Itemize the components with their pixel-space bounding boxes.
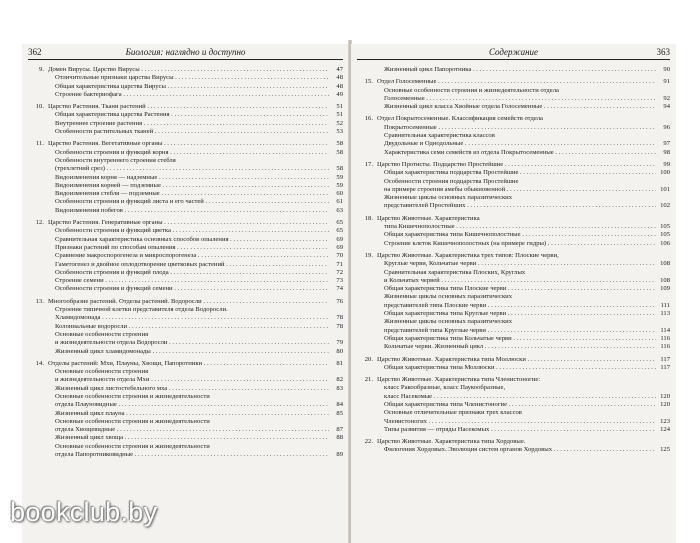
entry-page: 87 [336,426,343,434]
entry-page: 58 [336,148,343,156]
chapter-number: 14. [35,359,44,367]
toc-entry [28,157,343,165]
toc-entry [28,111,343,119]
entry-title: Многообразие растений. Отделы растений. Водоросли . . . [48,298,329,306]
toc-entry [357,409,670,417]
toc-entry [28,368,343,376]
entry-page: 120 [660,400,670,408]
entry-page: 73 [336,277,343,285]
entry-title: Жизненный цикл плауна . . . [55,410,329,418]
toc-entry [28,339,343,347]
entry-title: Видоизменения побегов . . . [55,207,329,215]
toc-chapter-entry [28,66,343,74]
entry-page: 125 [660,446,670,454]
toc-entry [357,169,670,177]
entry-title: Царство Животные. Характеристика [377,214,480,222]
toc-entry [28,285,343,293]
entry-page: 48 [336,82,343,90]
chapter-number: 21. [364,376,373,384]
entry-page: 98 [663,148,670,156]
toc-entry [357,186,670,194]
toc-entry [357,364,670,372]
entry-title: и жизнедеятельности отдела Водоросли . . . [55,339,329,347]
toc-entry [357,66,670,74]
watermark-logo: bookclub.by [10,497,158,527]
toc-entry [28,277,343,285]
entry-page: 85 [336,409,343,417]
entry-title: Жизненные циклы основных паразитических [384,194,513,202]
entry-title: класс Насекомые . . . [384,393,656,401]
toc-chapter-entry [28,140,343,148]
right-page-header [357,46,670,60]
toc-chapter-entry [357,356,670,364]
toc-chapter-entry [357,115,670,123]
entry-page: 117 [660,355,670,363]
entry-title: Жизненные циклы основных паразитических [384,293,513,301]
entry-title: Царство Животные. Характеристика типа Членистоногие: [377,376,541,384]
entry-page: 108 [660,276,670,284]
toc-entry [28,418,343,426]
entry-title: Особенности строения и функций корня . . . [55,149,329,157]
chapter-number: 19. [364,251,373,259]
toc-entry [28,261,343,269]
toc-entry [28,91,343,99]
toc-entry [357,202,670,210]
toc-entry [357,393,670,401]
entry-page: 51 [336,111,343,119]
toc-entry [28,120,343,128]
entry-title: Круглые черви, Кольчатые черви . . . [384,260,656,268]
entry-title: Покрытосеменные . . . [384,124,656,132]
entry-title: Отличительные признаки царства Вирусы . . . [55,74,329,82]
entry-page: 60 [336,190,343,198]
toc-entry [357,384,670,392]
right-page [351,44,676,543]
entry-title: Общая характеристика подцарства Простейшие . . . [384,169,656,177]
entry-page: 81 [336,359,343,367]
entry-title: Жизненные циклы основных паразитических [384,318,513,326]
entry-title: Видоизменения корней — подземные . . . [55,182,329,190]
entry-page: 65 [336,227,343,235]
toc-entry [28,227,343,235]
toc-chapter-entry [28,298,343,306]
entry-title: отдела Папоротниковидные . . . [55,451,329,459]
toc-entry [28,207,343,215]
toc-entry [357,240,670,248]
entry-page: 123 [660,417,670,425]
toc-entry [357,318,670,326]
entry-page: 76 [336,297,343,305]
entry-page: 111 [660,301,670,309]
chapter-number: 10. [35,103,44,111]
entry-title: Сравнительная характеристика Плоских, Круглых [384,268,526,276]
toc-entry [28,393,343,401]
toc-entry [28,149,343,157]
entry-title: Особенности строения и функций листа и его частей . . . [55,198,329,206]
entry-title: класс Ракообразные, класс Паукообразные, [384,384,506,392]
toc-entry [28,426,343,434]
left-page [22,44,349,543]
entry-page: 102 [660,202,670,210]
running-title: Биология: наглядно и доступно [125,47,246,57]
entry-title: Царство Протисты. Подцарство Простейшие . . . [377,161,656,169]
entry-page: 63 [336,206,343,214]
entry-page: 84 [336,401,343,409]
entry-page: 65 [336,219,343,227]
toc-left [28,66,343,459]
entry-page: 69 [336,243,343,251]
entry-page: 69 [336,235,343,243]
entry-page: 124 [660,425,670,433]
entry-title: Царство Животные. Характеристика трех типов: Плоские черви, [377,251,559,259]
entry-title: Гаметогенез и двойное оплодотворение цветковых растений . . . [55,261,329,269]
toc-chapter-entry [28,360,343,368]
entry-page: 105 [660,223,670,231]
chapter-number: 15. [364,78,373,86]
toc-entry [357,426,670,434]
entry-title: на примере строения амебы обыкновенной . . . [384,186,656,194]
toc-entry [357,103,670,111]
toc-entry [357,302,670,310]
entry-title: Общая характеристика типа Кольчатые черви . . . [384,335,656,343]
entry-title: Особенности внутреннего строения стебля [55,156,176,164]
entry-title: Особенности строения подцарства Простейшие [384,177,519,185]
toc-chapter-entry [357,78,670,86]
entry-title: отдела Плауновидные . . . [55,401,329,409]
toc-entry [28,244,343,252]
entry-page: 100 [660,169,670,177]
entry-title: Царство Животные. Характеристика типа Хордовые. [377,438,526,446]
entry-page: 116 [660,334,670,342]
entry-title: Хламидомонада . . . [55,314,329,322]
entry-title: и жизнедеятельности отдела Мхи . . . [55,376,329,384]
entry-title: Домен Вирусы. Царство Вирусы . . . [48,66,329,74]
entry-title: Царство Растения. Генеративные органы . . . [48,219,329,227]
entry-title: Жизненный цикл класса Хвойные отдела Голосеменные . . . [384,103,656,111]
toc-entry [28,331,343,339]
toc-entry [28,128,343,136]
entry-title: Особенности строения и функций плода . . . [55,269,329,277]
toc-entry [357,401,670,409]
chapter-number: 9. [39,66,44,73]
toc-entry [357,446,670,454]
entry-page: 92 [663,94,670,102]
chapter-number: 16. [364,115,373,123]
entry-page: 58 [336,165,343,173]
toc-entry [28,376,343,384]
entry-title: Филогения Хордовых. Эволюция систем органов Хордовых . . . [384,446,656,454]
entry-title: Основные особенности строения [55,330,149,338]
toc-chapter-entry [357,438,670,446]
entry-title: Основные особенности строения и жизнедеятельности [55,417,210,425]
toc-entry [357,293,670,301]
entry-page: 52 [336,119,343,127]
toc-entry [28,174,343,182]
entry-title: Сравнительная характеристика основных способов опыления . . . [55,236,329,244]
entry-page: 99 [663,160,670,168]
toc-entry [28,451,343,459]
running-title: Содержание [488,47,539,57]
page-number: 363 [656,47,670,57]
toc-entry [28,252,343,260]
toc-entry [357,310,670,318]
entry-title: Строение типичной клетки представителя отдела Водоросли. [55,306,228,314]
toc-entry [357,277,670,285]
entry-title: Основные особенности строения и жизнедеятельности [55,442,210,450]
entry-page: 59 [336,181,343,189]
entry-title: Видоизменения корня — надземные . . . [55,174,329,182]
entry-title: представителей типа Плоские черви . . . [384,302,656,310]
chapter-number: 20. [364,355,373,363]
entry-page: 94 [663,103,670,111]
chapter-number: 12. [35,219,44,227]
toc-entry [28,269,343,277]
toc-chapter-entry [28,103,343,111]
entry-title: Членистоногих . . . [384,418,656,426]
entry-title: Отделы растений: Мхи, Плауны, Хвощи, Папоротники . . . [48,360,329,368]
entry-title: Строение клеток Кишечнополостных (на примере гидры) . . . [384,240,656,248]
entry-title: Царство Растения. Вегетативные органы . . . [48,140,329,148]
toc-entry [28,348,343,356]
entry-page: 105 [660,231,670,239]
entry-title: типа Кишечнополостные . . . [384,223,656,231]
toc-entry [357,87,670,95]
toc-entry [357,231,670,239]
entry-page: 96 [663,123,670,131]
chapter-number: 17. [364,160,373,168]
entry-page: 70 [336,252,343,260]
toc-entry [357,95,670,103]
entry-title: Жизненный цикл хвоща . . . [55,434,329,442]
toc-entry [357,260,670,268]
entry-title: Сравнительная характеристика классов [384,132,495,140]
entry-title: Характеристика семи семейств из отдела Покрытосеменные . . . [384,149,656,157]
toc-chapter-entry [357,252,670,260]
toc-entry [357,140,670,148]
toc-entry [28,410,343,418]
toc-entry [28,165,343,173]
toc-entry [28,198,343,206]
toc-entry [28,306,343,314]
entry-page: 116 [660,343,670,351]
toc-entry [357,194,670,202]
entry-page: 80 [336,347,343,355]
entry-title: Общая характеристика царства Растения . . . [55,111,329,119]
entry-title: (трехлетний срез) . . . [55,165,329,173]
toc-entry [28,74,343,82]
chapter-number: 22. [364,438,373,446]
entry-title: Основные особенности строения [55,368,149,376]
entry-title: Общая характеристика царства Вирусы . . . [55,83,329,91]
entry-title: Царство Животные. Характеристика типа Моллюски . . . [377,356,656,364]
toc-entry [357,124,670,132]
entry-page: 51 [336,103,343,111]
toc-entry [28,83,343,91]
toc-entry [28,434,343,442]
entry-title: Голосеменные . . . [384,95,656,103]
entry-page: 117 [660,363,670,371]
toc-entry [28,385,343,393]
entry-page: 120 [660,392,670,400]
chapter-number: 11. [36,140,44,148]
toc-entry [357,343,670,351]
page-number: 362 [28,47,42,57]
entry-page: 91 [663,78,670,86]
toc-chapter-entry [357,376,670,384]
entry-page: 82 [336,376,343,384]
entry-title: представителей Простейших . . . [384,202,656,210]
entry-page: 79 [336,339,343,347]
entry-title: Сравнение макроспорогенеза и микроспорогенеза . . . [55,252,329,260]
entry-title: Типы развития — отряды Насекомых . . . [384,426,656,434]
entry-page: 71 [336,260,343,268]
toc-entry [28,190,343,198]
left-page-header [28,46,343,60]
entry-title: Жизненный цикл хламидомонады . . . [55,348,329,356]
entry-title: Особенности растительных тканей . . . [55,128,329,136]
toc-chapter-entry [357,161,670,169]
entry-title: Строение бактериофага . . . [55,91,329,99]
toc-entry [28,443,343,451]
entry-title: Царство Растения. Ткани растений . . . [48,103,329,111]
entry-page: 83 [336,384,343,392]
chapter-number: 13. [35,297,44,305]
toc-entry [357,327,670,335]
entry-title: и Кольчатых червей . . . [384,277,656,285]
entry-title: Общая характеристика типа Плоские черви . . . [384,285,656,293]
entry-title: Кольчатые черви. Жизненный цикл . . . [384,343,656,351]
entry-page: 109 [660,285,670,293]
entry-title: Колониальные водоросли . . . [55,323,329,331]
entry-title: Видоизменения стебля — подземные . . . [55,190,329,198]
entry-page: 72 [336,268,343,276]
entry-title: Строение семени . . . [55,277,329,285]
entry-page: 61 [336,198,343,206]
entry-title: Общая характеристика типа Кишечнополостные . . . [384,231,656,239]
chapter-number: 18. [364,214,373,222]
toc-entry [357,269,670,277]
entry-title: Общая характеристика типа Моллюски . . . [384,364,656,372]
toc-entry [28,323,343,331]
entry-page: 108 [660,260,670,268]
entry-title: Двудольные и Однодольные . . . [384,140,656,148]
entry-page: 106 [660,239,670,247]
entry-title: Признаки растений по способам опыления . . . [55,244,329,252]
entry-title: Жизненный цикл листостебельного мха . . . [55,385,329,393]
entry-title: Отдел Покрытосеменные. Классификация семейств отдела [377,115,543,123]
entry-page: 53 [336,128,343,136]
entry-title: Общая характеристика типа Круглые черви . . . [384,310,656,318]
entry-page: 97 [663,140,670,148]
entry-title: Внутреннее строение растения . . . [55,120,329,128]
entry-title: Основные отличительные признаки трех классов [384,409,522,417]
entry-title: Общая характеристика типа Членистоногие . . . [384,401,656,409]
entry-title: Особенности строения и функций цветка . . . [55,227,329,235]
entry-page: 47 [336,66,343,73]
entry-title: отдела Хвощевидные . . . [55,426,329,434]
entry-page: 114 [660,326,670,334]
toc-chapter-entry [357,215,670,223]
toc-right [357,66,670,455]
entry-page: 59 [336,173,343,181]
toc-entry [357,223,670,231]
entry-page: 78 [336,314,343,322]
entry-page: 48 [336,74,343,82]
entry-title: Жизненный цикл Папоротника . . . [384,66,656,74]
entry-title: Основные особенности строения и жизнедеятельности отдела [384,86,559,94]
toc-entry [28,182,343,190]
toc-entry [357,418,670,426]
entry-page: 89 [336,451,343,459]
entry-page: 88 [336,434,343,442]
toc-chapter-entry [28,219,343,227]
entry-page: 101 [660,185,670,193]
entry-page: 74 [336,285,343,293]
toc-entry [357,335,670,343]
entry-page: 49 [336,90,343,98]
entry-title: Отдел Голосеменные . . . [377,78,656,86]
toc-entry [28,236,343,244]
entry-page: 58 [336,140,343,148]
entry-title: Основные особенности строения и жизнедеятельности [55,392,210,400]
toc-entry [28,401,343,409]
entry-page: 113 [660,310,670,318]
entry-page: 78 [336,322,343,330]
toc-entry [357,132,670,140]
entry-title: представителей типа Круглые черви . . . [384,327,656,335]
entry-title: Особенности строения и функций семени . . . [55,285,329,293]
entry-page: 90 [663,66,670,73]
toc-entry [28,314,343,322]
toc-entry [357,285,670,293]
toc-entry [357,178,670,186]
toc-entry [357,149,670,157]
